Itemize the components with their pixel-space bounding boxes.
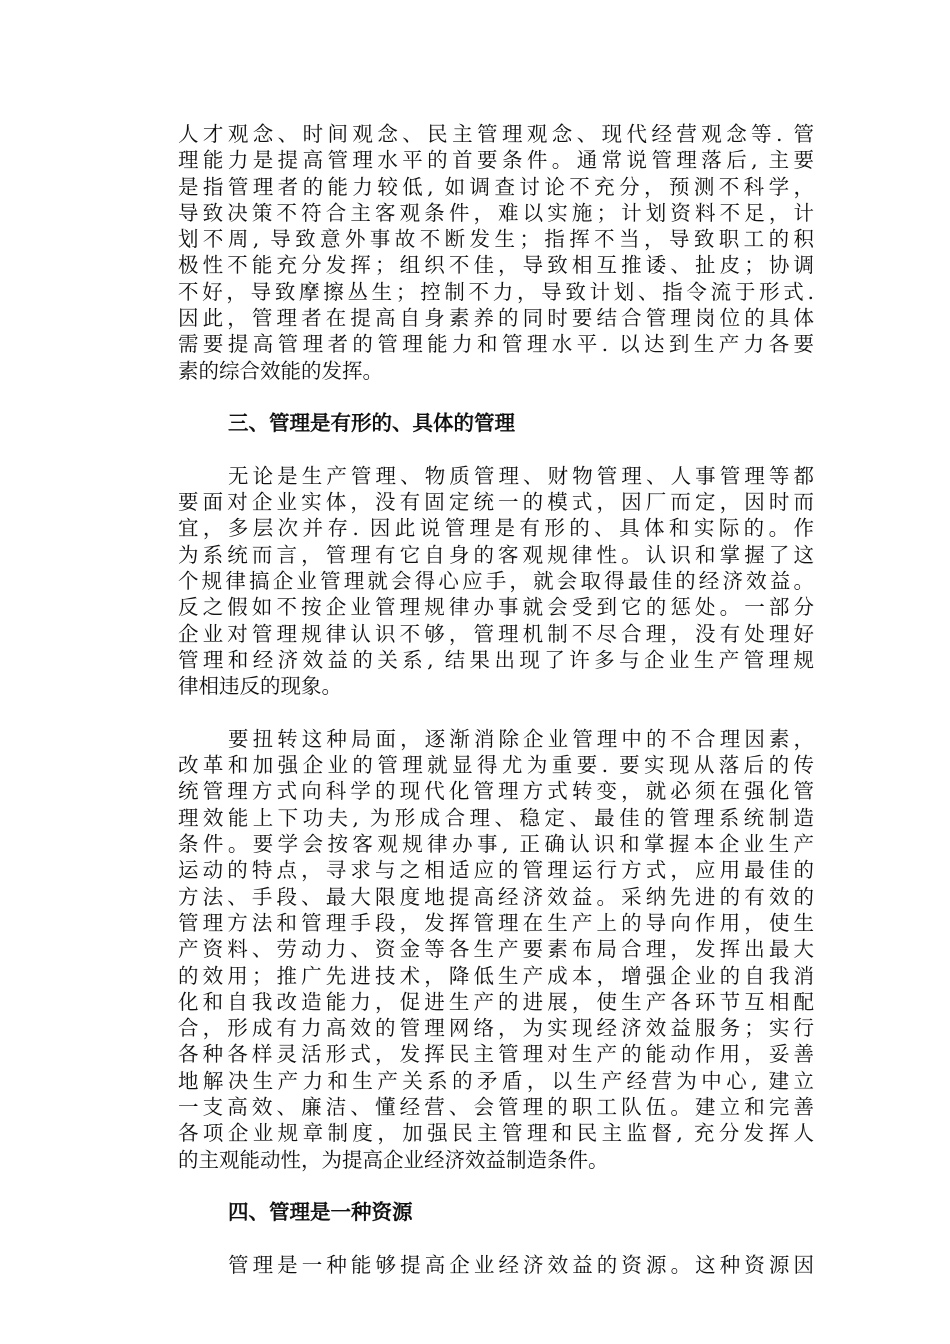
text-line: 管理是一种能够提高企业经济效益的资源。这种资源因 (228, 1252, 814, 1277)
text-line: 的主观能动性，为提高企业经济效益制造条件。 (178, 1147, 609, 1172)
text-line: 管理方法和管理手段，发挥管理在生产上的导向作用，使生 (178, 910, 814, 935)
text-line: 地解决生产力和生产关系的矛盾，以生产经营为中心, 建立 (178, 1068, 814, 1093)
paragraph-reform (178, 726, 814, 1173)
text-line: 统管理方式向科学的现代化管理方式转变，就必须在强化管 (178, 779, 814, 804)
text-line: 因此，管理者在提高自身素养的同时要结合管理岗位的具体 (178, 306, 814, 331)
paragraph-gap (178, 1225, 814, 1251)
text-line: 理效能上下功夫, 为形成合理、稳定、最佳的管理系统制造 (178, 805, 814, 830)
text-line: 一支高效、廉洁、懂经营、会管理的职工队伍。建立和完善 (178, 1094, 814, 1119)
paragraph-gap (178, 1173, 814, 1199)
document-page (178, 121, 814, 1278)
section-heading-3: 三、管理是有形的、具体的管理 (228, 411, 515, 436)
text-line: 需要提高管理者的管理能力和管理水平. 以达到生产力各要 (178, 332, 814, 357)
text-line: 个规律搞企业管理就会得心应手，就会取得最佳的经济效益。 (178, 569, 814, 594)
text-line: 合，形成有力高效的管理网络，为实现经济效益服务；实行 (178, 1016, 814, 1041)
paragraph-tangible-management (178, 463, 814, 700)
text-line: 改革和加强企业的管理就显得尤为重要. 要实现从落后的传 (178, 753, 814, 778)
paragraph-gap (178, 437, 814, 463)
text-line: 导致决策不符合主客观条件，难以实施；计划资料不足，计 (178, 200, 814, 225)
text-line: 管理和经济效益的关系, 结果出现了许多与企业生产管理规 (178, 647, 814, 672)
text-line: 方法、手段、最大限度地提高经济效益。采纳先进的有效的 (178, 884, 814, 909)
paragraph-resource (178, 1252, 814, 1278)
text-line: 反之假如不按企业管理规律办事就会受到它的惩处。一部分 (178, 595, 814, 620)
text-line: 各种各样灵活形式，发挥民主管理对生产的能动作用，妥善 (178, 1042, 814, 1067)
paragraph-continuation (178, 121, 814, 384)
text-line: 要扭转这种局面，逐渐消除企业管理中的不合理因素， (228, 726, 814, 751)
text-line: 条件。要学会按客观规律办事, 正确认识和掌握本企业生产 (178, 832, 814, 857)
text-line: 划不周, 导致意外事故不断发生；指挥不当，导致职工的积 (178, 227, 814, 252)
text-line: 律相违反的现象。 (178, 674, 342, 699)
text-line: 素的综合效能的发挥。 (178, 358, 383, 383)
text-line: 的效用；推广先进技术，降低生产成本，增强企业的自我消 (178, 963, 814, 988)
text-line: 产资料、劳动力、资金等各生产要素布局合理，发挥出最大 (178, 937, 814, 962)
text-line: 无论是生产管理、物质管理、财物管理、人事管理等都 (228, 463, 814, 488)
text-line: 为系统而言，管理有它自身的客观规律性。认识和掌握了这 (178, 542, 814, 567)
text-line: 要面对企业实体，没有固定统一的模式，因厂而定，因时而 (178, 490, 814, 515)
section-heading-4: 四、管理是一种资源 (228, 1200, 413, 1225)
text-line: 极性不能充分发挥；组织不佳，导致相互推诿、扯皮；协调 (178, 253, 814, 278)
text-line: 企业对管理规律认识不够，管理机制不尽合理，没有处理好 (178, 621, 814, 646)
text-line: 理能力是提高管理水平的首要条件。通常说管理落后, 主要 (178, 148, 814, 173)
text-line: 运动的特点，寻求与之相适应的管理运行方式，应用最佳的 (178, 858, 814, 883)
text-line: 宜，多层次并存. 因此说管理是有形的、具体和实际的。作 (178, 516, 814, 541)
text-line: 不好，导致摩擦丛生；控制不力，导致计划、指令流于形式. (178, 279, 814, 304)
paragraph-gap (178, 700, 814, 726)
text-line: 是指管理者的能力较低, 如调查讨论不充分，预测不科学， (178, 174, 814, 199)
paragraph-gap (178, 384, 814, 410)
text-line: 化和自我改造能力，促进生产的进展，使生产各环节互相配 (178, 989, 814, 1014)
text-line: 人才观念、时间观念、民主管理观念、现代经营观念等. 管 (178, 122, 814, 146)
text-line: 各项企业规章制度，加强民主管理和民主监督, 充分发挥人 (178, 1121, 814, 1146)
